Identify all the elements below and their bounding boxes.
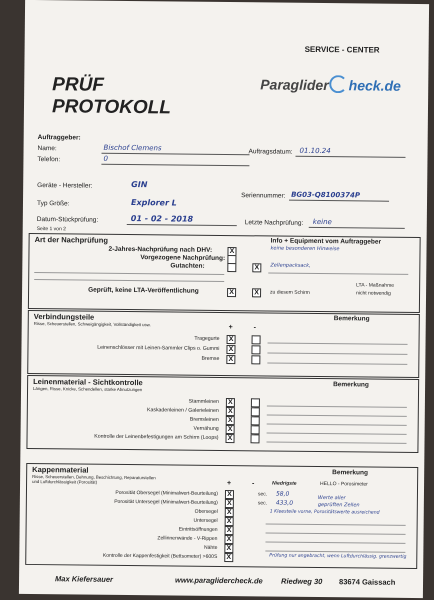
production-date-label: Datum-Stückprüfung: [36, 216, 99, 224]
maker-value: GIN [131, 180, 148, 190]
leinen-title: Leinenmaterial - Sichtkontrolle [33, 377, 143, 388]
last-check-line [309, 227, 405, 229]
art-row2: Vorgezogene Nachprüfung: [140, 254, 226, 263]
art-info3: zu diesem Schirm [270, 289, 310, 296]
footer-name: Max Kiefersauer [55, 574, 114, 584]
art-info-title: Info + Equipment vom Auftraggeber [270, 237, 382, 246]
art-row4-check: X [227, 288, 236, 297]
last-check-label: Letzte Nachprüfung: [244, 219, 304, 227]
kappe-row-4-check: X [225, 517, 234, 526]
art-lta2: nicht notwendig [356, 290, 391, 297]
kappe-row-1: Porosität Obersegel (Minimalwert-Beurteilung) [115, 489, 218, 497]
kappe-row-5-check: X [225, 526, 234, 535]
art-lta1: LTA - Maßnahme [356, 282, 395, 289]
verbindung-row-3-check: X [226, 355, 235, 364]
kappe-bemerkung: Bemerkung [332, 469, 368, 477]
last-check-value: keine [312, 217, 332, 227]
kappe-value-1: 58,0 [275, 490, 290, 498]
kappe-title: Kappenmaterial [32, 465, 89, 475]
art-row1: 2-Jahres-Nachprüfung nach DHV: [108, 245, 213, 254]
client-section-label: Auftraggeber: [37, 134, 81, 142]
serial-label: Seriennummer: [241, 192, 286, 200]
art-info2-check: X [252, 263, 261, 272]
art-info2: Zellenpacksack, [270, 262, 311, 269]
leinen-row-3-check: X [226, 416, 235, 425]
verbindung-row-2-check: X [226, 345, 235, 354]
kappe-row-7: Nähte [204, 544, 218, 551]
logo [260, 74, 401, 93]
art-info3-check: X [252, 288, 261, 297]
kappe-row-8-check: X [224, 553, 233, 562]
kappe-subtitle-1: Risse, Scheuerstellen, Dehnung, Beschichtung, Reparaturstellen [32, 474, 156, 481]
kappe-row-2-check: X [225, 499, 234, 508]
leinen-row-2-check: X [226, 407, 235, 416]
kappe-row-4: Untersegel [193, 517, 218, 524]
logo-text-right: heck.de [348, 77, 401, 94]
footer-city: 83674 Gaissach [338, 577, 396, 587]
leinen-row-3-minus [251, 416, 260, 425]
order-date-line [295, 156, 405, 158]
kappe-row-3-check: X [225, 508, 234, 517]
order-date-value: 01.10.24 [299, 146, 331, 156]
leinen-row-1-check: X [226, 398, 235, 407]
document-page [19, 0, 429, 598]
art-row1-check: X [227, 247, 236, 256]
verbindung-subtitle: Risse, Scheuerstellen, Schweigängigkeit, Vollständigkeit usw. [33, 321, 151, 328]
service-center-label: SERVICE - CENTER [304, 44, 380, 55]
kappe-row-5: Eintrittsöffnungen [178, 526, 218, 533]
kappe-note-4: Prüfung nur angebracht, wenn Luftdurchlässig. grenzwertig [269, 553, 407, 560]
verbindung-row-1: Tragegurte [194, 335, 220, 342]
kappe-note-2: geprüften Zellen [317, 501, 360, 509]
logo-c-icon [330, 75, 348, 93]
production-date-line [127, 224, 237, 226]
leinen-row-2: Kaskadenleinen / Galerieleinen [146, 407, 219, 414]
leinen-row-5-minus [250, 434, 259, 443]
kappe-row-7-check: X [224, 544, 233, 553]
verbindung-row-2-minus [251, 345, 260, 354]
kappe-value-2: 433,0 [275, 499, 294, 507]
type-value: Explorer L [130, 198, 177, 208]
verbindung-title: Verbindungsteile [33, 312, 95, 322]
kappe-row-2: Porosität Untersegel (Minimalwert-Beurteilung) [114, 498, 218, 506]
type-label: Typ Größe: [36, 200, 70, 208]
verbindung-row-1-minus [252, 335, 261, 344]
art-row4: Geprüft, keine LTA-Veröffentlichung [88, 286, 199, 295]
kappe-subtitle-2: und Luftdurchlässigkeit (Porosität) [32, 479, 98, 485]
leinen-bemerkung: Bemerkung [333, 381, 369, 389]
title-line1: PRÜF [52, 74, 105, 96]
art-row3: Gutachten: [170, 262, 205, 270]
leinen-row-5-check: X [225, 434, 234, 443]
kappe-note-1: Werte aller [317, 494, 346, 502]
serial-value: BG03-Q8100374P [291, 190, 361, 200]
kappe-sec-1: sec. [257, 491, 268, 498]
kappe-row-6: Zellinnenwände - V-Rippen [157, 535, 218, 542]
leinen-row-5: Kontrolle der Leinenbefestigungen am Schirm (Loops) [94, 433, 219, 441]
kappe-niedrigste: Niedrigste [272, 480, 297, 487]
kappe-minus: - [252, 480, 255, 488]
phone-label: Telefon: [37, 156, 61, 164]
serial-line [289, 200, 389, 202]
kappe-plus: + [227, 480, 232, 488]
art-title: Art der Nachprüfung [34, 235, 108, 245]
verbindung-row-1-check: X [227, 335, 236, 344]
maker-label: Geräte - Hersteller: [37, 182, 93, 190]
art-info1: keine besonderen Hinweise [270, 245, 340, 253]
phone-line [101, 164, 249, 167]
page-number: Seite 1 von 2 [36, 226, 66, 233]
kappe-row-8: Kontrolle der Kappenfestigkeit (Bettsometer) >600S [102, 552, 218, 560]
title-line2: PROTOKOLL [51, 96, 172, 119]
leinen-row-4-check: X [226, 425, 235, 434]
kappe-hello: HELLO - Porosimeter [320, 481, 368, 488]
leinen-subtitle: Längen, Risse, Knicke, Schendellen, starke Abnutzungen [33, 386, 143, 393]
leinen-row-2-minus [251, 407, 260, 416]
phone-value: 0 [103, 154, 108, 163]
verbindung-row-3-minus [251, 355, 260, 364]
footer-street: Riedweg 30 [281, 576, 323, 587]
kappe-row-6-check: X [224, 535, 233, 544]
leinen-row-3: Bremsleinen [189, 416, 219, 423]
kappe-note-3: 1 Kleesteile vorne, Porositätswerte ausreichend [269, 509, 380, 516]
name-line [102, 153, 250, 156]
kappe-sec-2: sec. [257, 500, 268, 507]
leinen-row-4-minus [251, 425, 260, 434]
kappe-row-1-check: X [225, 490, 234, 499]
logo-text-left: Paraglider [260, 76, 329, 94]
order-date-label: Auftragsdatum: [248, 148, 293, 156]
verbindung-bemerkung: Bemerkung [333, 315, 370, 323]
production-date-value: 01 - 02 - 2018 [130, 214, 194, 224]
name-label: Name: [37, 145, 57, 153]
verbindung-row-3: Bremse [201, 355, 220, 362]
verbindung-row-2: Leinenschlösser mit Leinen-Sammler Clips o. Gummi [97, 344, 220, 352]
verbindung-plus: + [228, 324, 233, 332]
leinen-row-1: Stammleinen [188, 398, 219, 405]
kappe-row-3: Obersegel [194, 508, 218, 515]
verbindung-minus: - [253, 324, 257, 332]
leinen-row-4: Vernähung [193, 425, 219, 432]
art-row3-check [227, 263, 236, 272]
leinen-row-1-minus [251, 398, 260, 407]
name-value: Bischof Clemens [103, 143, 162, 153]
footer-website: www.paraglidercheck.de [175, 575, 263, 586]
